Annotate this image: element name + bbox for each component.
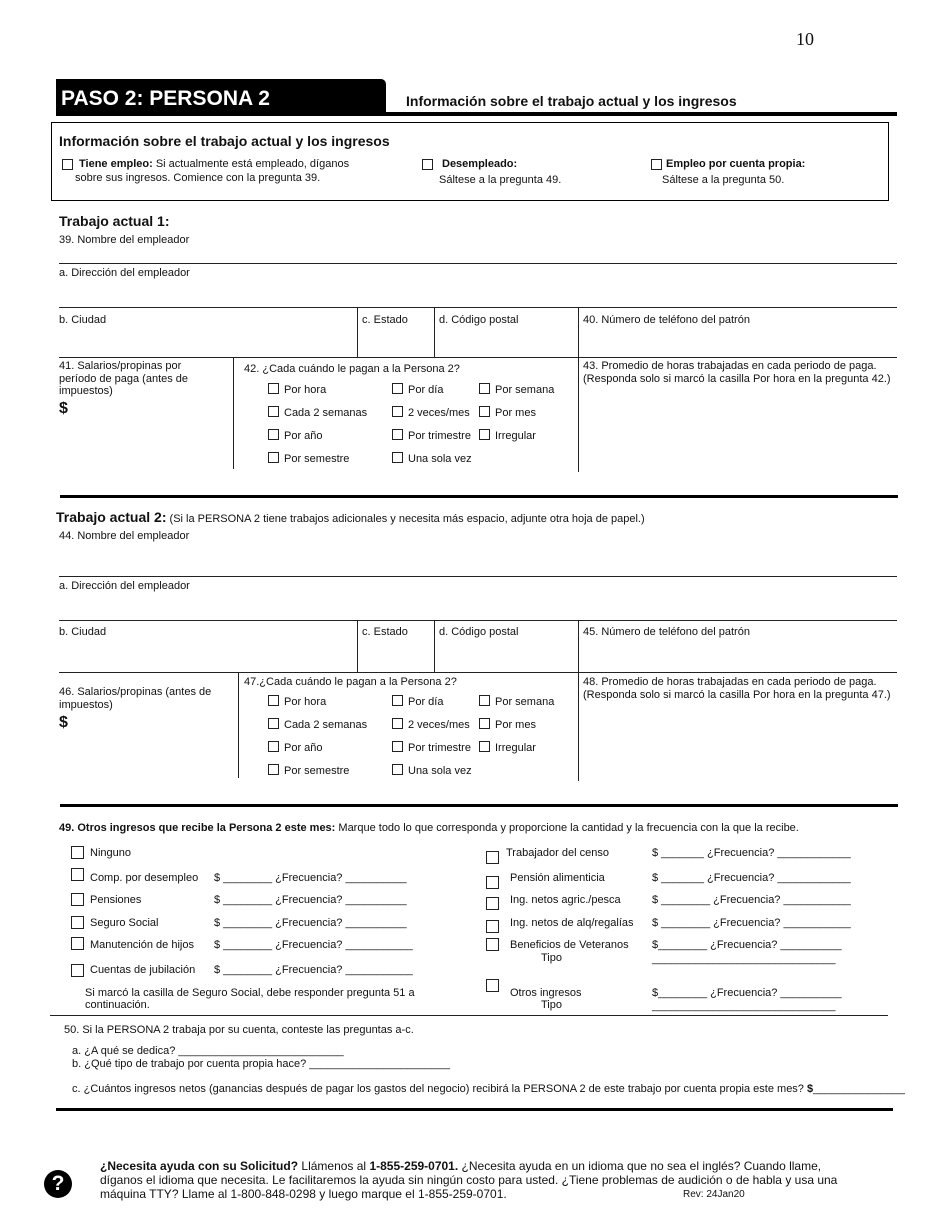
job1-freq-label: Por día [408, 384, 444, 396]
income-checkbox-social-security[interactable] [71, 916, 84, 929]
job2-freq-checkbox-semester[interactable] [268, 764, 279, 775]
job1-freq-label: Irregular [495, 430, 536, 442]
job2-state-field[interactable] [358, 642, 434, 670]
job2-freq-label: Por año [284, 742, 323, 754]
income-checkbox-veterans[interactable] [486, 938, 499, 951]
job1-phone-label: 40. Número de teléfono del patrón [583, 314, 750, 326]
income-label: Ing. netos agric./pesca [510, 894, 621, 906]
income-amount-frequency[interactable]: $ ________ ¿Frecuencia? ___________ [652, 917, 851, 929]
job1-state-label: c. Estado [362, 314, 408, 326]
veterans-type-field[interactable]: ______________________________ [652, 953, 836, 965]
job1-employer-address-field[interactable] [59, 280, 897, 308]
job2-freq-checkbox-monthly[interactable] [479, 718, 490, 729]
job1-phone-field[interactable] [579, 330, 897, 356]
job1-employer-name-field[interactable] [59, 246, 897, 264]
job2-freq-label: Por semana [495, 696, 555, 708]
income-amount-frequency[interactable]: $ ________ ¿Frecuencia? __________ [214, 872, 407, 884]
job2-zip-label: d. Código postal [439, 626, 519, 638]
job1-zip-label: d. Código postal [439, 314, 519, 326]
job2-zip-field[interactable] [435, 642, 578, 670]
step-title: PASO 2: PERSONA 2 [61, 87, 270, 110]
rule [59, 672, 897, 673]
income-checkbox-other[interactable] [486, 979, 499, 992]
job2-freq-checkbox-weekly[interactable] [479, 695, 490, 706]
social-security-note-2: continuación. [85, 999, 150, 1011]
employment-box-title: Información sobre el trabajo actual y los ingresos [59, 133, 390, 149]
job2-freq-checkbox-yearly[interactable] [268, 741, 279, 752]
help-line-2: díganos el idioma que necesita. Le facilitaremos la ayuda sin ningún costo para usted. ¿Tiene problemas de audición o de habla y usa una [100, 1173, 838, 1187]
income-label: Ninguno [90, 847, 131, 859]
unemployed-text: Sáltese a la pregunta 49. [439, 174, 562, 186]
job2-hours-label-1: 48. Promedio de horas trabajadas en cada periodo de paga. [583, 676, 877, 688]
job1-freq-label: Por año [284, 430, 323, 442]
employed-text-2: sobre sus ingresos. Comience con la pregunta 39. [75, 172, 321, 184]
job2-frequency-question: 47.¿Cada cuándo le pagan a la Persona 2? [244, 676, 457, 688]
income-label: Pensiones [90, 894, 142, 906]
income-amount-frequency[interactable]: $ _______ ¿Frecuencia? ____________ [652, 872, 851, 884]
employed-checkbox[interactable] [62, 159, 73, 170]
income-checkbox-retirement[interactable] [71, 964, 84, 977]
employed-text: Tiene empleo: Si actualmente está empleado, díganos [79, 158, 350, 170]
job1-state-field[interactable] [358, 330, 434, 356]
income-label: Ing. netos de alq/regalías [510, 917, 634, 929]
job2-freq-label: Por hora [284, 696, 327, 708]
income-amount-frequency[interactable]: $ ________ ¿Frecuencia? ___________ [214, 964, 413, 976]
job1-freq-checkbox-semester[interactable] [268, 452, 279, 463]
job1-freq-checkbox-irregular[interactable] [479, 429, 490, 440]
income-amount-frequency[interactable]: $ ________ ¿Frecuencia? __________ [214, 917, 407, 929]
job2-freq-label: Cada 2 semanas [284, 719, 368, 731]
job1-freq-label: 2 veces/mes [408, 407, 470, 419]
income-checkbox-pensions[interactable] [71, 893, 84, 906]
self-employment-question: 50. Si la PERSONA 2 trabaja por su cuenta, conteste las preguntas a-c. [64, 1024, 414, 1036]
job1-hours-label-1: 43. Promedio de horas trabajadas en cada periodo de paga. [583, 360, 877, 372]
job2-freq-checkbox-quarterly[interactable] [392, 741, 403, 752]
job1-freq-label: Por semana [495, 384, 555, 396]
job1-freq-checkbox-biweekly[interactable] [268, 406, 279, 417]
self-employment-a[interactable]: a. ¿A qué se dedica? ___________________________ [72, 1045, 344, 1057]
self-employment-b[interactable]: b. ¿Qué tipo de trabajo por cuenta propia hace? _______________________ [72, 1058, 450, 1070]
section-rule [56, 1108, 893, 1111]
job1-freq-checkbox-twice-monthly[interactable] [392, 406, 403, 417]
self-employed-label: Empleo por cuenta propia: [666, 158, 806, 170]
job1-freq-label: Por mes [495, 407, 536, 419]
job1-freq-label: Por trimestre [408, 430, 471, 442]
job1-employer-name-label: 39. Nombre del empleador [59, 234, 190, 246]
self-employment-c-field[interactable]: _______________ [813, 1083, 905, 1095]
job1-freq-checkbox-monthly[interactable] [479, 406, 490, 417]
job2-employer-name-field[interactable] [59, 543, 897, 577]
job2-freq-checkbox-twice-monthly[interactable] [392, 718, 403, 729]
self-employment-c: c. ¿Cuántos ingresos netos (ganancias después de pagar los gastos del negocio) recibirá la PERSONA 2 de este trabajo por cuenta propia este mes? $_______________ [72, 1083, 905, 1095]
income-label: Manutención de hijos [90, 939, 194, 951]
job2-wages-field[interactable] [72, 714, 227, 734]
job1-employer-address-label: a. Dirección del empleador [59, 267, 190, 279]
job1-wages-label-3: impuestos) [59, 385, 113, 397]
job1-freq-checkbox-yearly[interactable] [268, 429, 279, 440]
veterans-type-label: Tipo [541, 952, 562, 964]
job1-freq-checkbox-once[interactable] [392, 452, 403, 463]
section-rule [60, 804, 898, 807]
job1-heading: Trabajo actual 1: [59, 213, 170, 229]
job2-city-field[interactable] [59, 642, 357, 670]
income-amount-frequency[interactable]: $________ ¿Frecuencia? __________ [652, 939, 842, 951]
income-checkbox-child-support[interactable] [71, 937, 84, 950]
job1-frequency-question: 42. ¿Cada cuándo le pagan a la Persona 2? [244, 363, 460, 375]
job2-dollar-sign: $ [59, 714, 68, 731]
job1-zip-field[interactable] [435, 330, 578, 356]
job2-wages-label-1: 46. Salarios/propinas (antes de [59, 686, 212, 698]
income-label: Beneficios de Veteranos [510, 939, 629, 951]
job2-freq-label: Por trimestre [408, 742, 471, 754]
income-checkbox-unemployment[interactable] [71, 868, 84, 881]
divider [238, 672, 239, 778]
income-checkbox-rental[interactable] [486, 920, 499, 933]
income-label: Comp. por desempleo [90, 872, 199, 884]
help-line-3: máquina TTY? Llame al 1-800-848-0298 y luego marque el 1-855-259-0701. [100, 1187, 507, 1201]
section-title: Información sobre el trabajo actual y los ingresos [406, 93, 737, 109]
income-label: Pensión alimenticia [510, 872, 605, 884]
income-label: Seguro Social [90, 917, 159, 929]
income-checkbox-census[interactable] [486, 851, 499, 864]
help-line-1: ¿Necesita ayuda con su Solicitud? Llámenos al 1-855-259-0701. ¿Necesita ayuda en un idioma que no sea el inglés? Cuando llame, [100, 1159, 822, 1173]
job1-hours-label-2: (Responda solo si marcó la casilla Por hora en la pregunta 42.) [583, 373, 891, 385]
income-checkbox-farming[interactable] [486, 897, 499, 910]
job1-city-label: b. Ciudad [59, 314, 107, 326]
unemployed-checkbox[interactable] [422, 159, 433, 170]
job1-hours-field[interactable] [583, 390, 893, 465]
job1-freq-label: Por semestre [284, 453, 350, 465]
social-security-note: Si marcó la casilla de Seguro Social, debe responder pregunta 51 a [85, 987, 415, 999]
income-label: Cuentas de jubilación [90, 964, 196, 976]
job1-wages-label-2: período de paga (antes de [59, 373, 189, 385]
job2-wages-label-2: impuestos) [59, 699, 113, 711]
job2-freq-checkbox-hourly[interactable] [268, 695, 279, 706]
self-employed-text: Sáltese a la pregunta 50. [662, 174, 785, 186]
page-number: 10 [796, 29, 814, 49]
job1-wages-field[interactable] [72, 400, 222, 420]
self-employed-checkbox[interactable] [651, 159, 662, 170]
job1-freq-checkbox-hourly[interactable] [268, 383, 279, 394]
rule [59, 357, 897, 358]
income-label: Trabajador del censo [506, 847, 609, 859]
income-label: Otros ingresos [510, 987, 582, 999]
job1-wages-label-1: 41. Salarios/propinas por [59, 360, 182, 372]
divider [233, 357, 234, 469]
job1-freq-checkbox-daily[interactable] [392, 383, 403, 394]
job2-freq-label: Por semestre [284, 765, 350, 777]
job1-freq-label: Una sola vez [408, 453, 472, 465]
income-amount-frequency[interactable]: $________ ¿Frecuencia? __________ [652, 987, 842, 999]
rule [50, 1015, 888, 1016]
section-rule [60, 495, 898, 498]
job2-city-label: b. Ciudad [59, 626, 107, 638]
help-question-icon: ? [44, 1170, 72, 1198]
job2-freq-checkbox-biweekly[interactable] [268, 718, 279, 729]
unemployed-label: Desempleado: [442, 158, 518, 170]
other-income-question: 49. Otros ingresos que recibe la Persona 2 este mes: Marque todo lo que corresponda y proporcione la cantidad y la frecuencia con la que la recibe. [59, 822, 799, 834]
income-amount-frequency[interactable]: $ _______ ¿Frecuencia? ____________ [652, 847, 851, 859]
income-amount-frequency[interactable]: $ ________ ¿Frecuencia? ___________ [652, 894, 851, 906]
income-amount-frequency[interactable]: $ ________ ¿Frecuencia? __________ [214, 894, 407, 906]
job2-freq-label: Por día [408, 696, 444, 708]
job2-employer-name-label: 44. Nombre del empleador [59, 530, 190, 542]
job2-employer-address-field[interactable] [59, 593, 897, 621]
job2-freq-label: Por mes [495, 719, 536, 731]
income-checkbox-alimony[interactable] [486, 876, 499, 889]
header-rule [386, 112, 897, 116]
job2-heading: Trabajo actual 2: (Si la PERSONA 2 tiene trabajos adicionales y necesita más espacio, adjunte otra hoja de papel.) [56, 509, 645, 525]
job1-city-field[interactable] [59, 330, 357, 356]
other-type-field[interactable]: ______________________________ [652, 1000, 836, 1012]
job2-hours-field[interactable] [583, 706, 893, 778]
job1-freq-label: Por hora [284, 384, 327, 396]
job2-employer-address-label: a. Dirección del empleador [59, 580, 190, 592]
income-checkbox-none[interactable] [71, 846, 84, 859]
job2-freq-checkbox-irregular[interactable] [479, 741, 490, 752]
job2-freq-label: Una sola vez [408, 765, 472, 777]
job2-hours-label-2: (Responda solo si marcó la casilla Por hora en la pregunta 47.) [583, 689, 891, 701]
job2-freq-label: Irregular [495, 742, 536, 754]
job2-freq-checkbox-once[interactable] [392, 764, 403, 775]
job2-freq-label: 2 veces/mes [408, 719, 470, 731]
job1-freq-checkbox-weekly[interactable] [479, 383, 490, 394]
job2-phone-field[interactable] [579, 642, 897, 670]
revision-date: Rev: 24Jan20 [683, 1189, 745, 1200]
income-amount-frequency[interactable]: $ ________ ¿Frecuencia? ___________ [214, 939, 413, 951]
other-type-label: Tipo [541, 999, 562, 1011]
job1-dollar-sign: $ [59, 400, 68, 417]
step-banner [56, 79, 386, 116]
job2-freq-checkbox-daily[interactable] [392, 695, 403, 706]
job2-phone-label: 45. Número de teléfono del patrón [583, 626, 750, 638]
job1-freq-label: Cada 2 semanas [284, 407, 368, 419]
job1-freq-checkbox-quarterly[interactable] [392, 429, 403, 440]
job2-state-label: c. Estado [362, 626, 408, 638]
